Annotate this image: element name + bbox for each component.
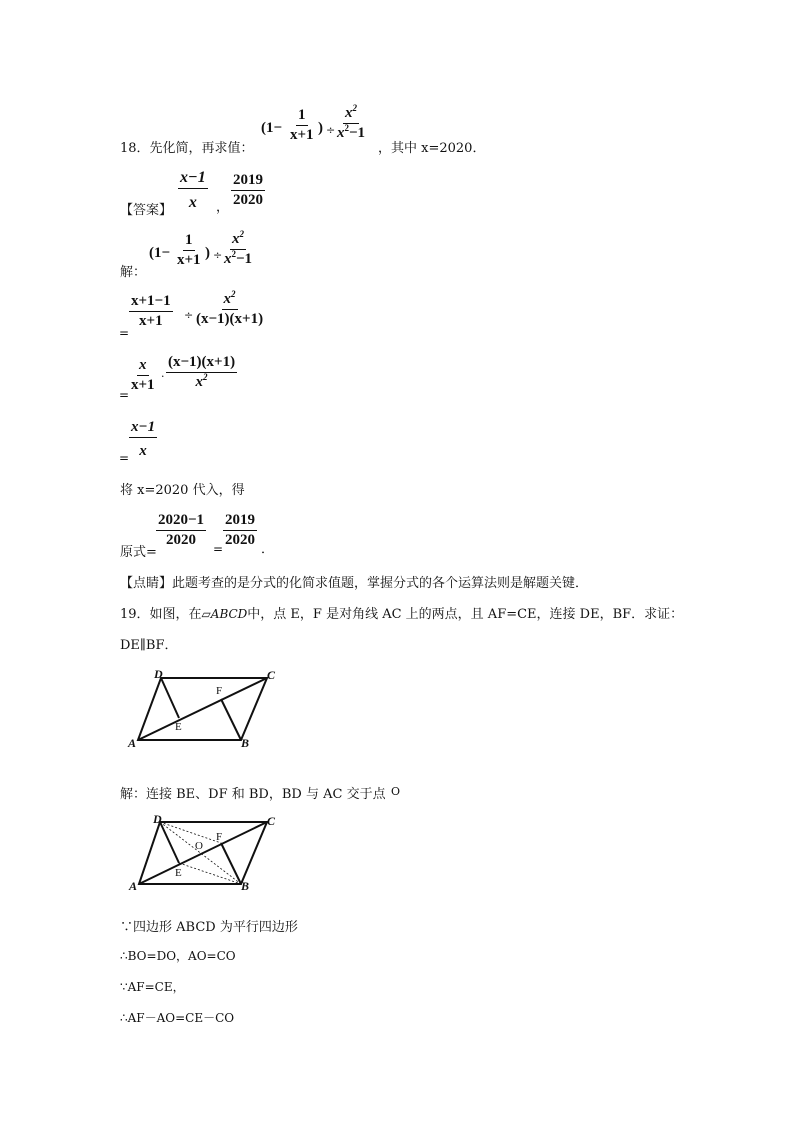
q18-close: ) <box>318 120 323 136</box>
line3-frac-1: $\frac{x}{x+1}$ <box>131 357 155 393</box>
fig2-label-d: D <box>153 812 162 826</box>
eq-sign-2: = <box>119 326 130 340</box>
line2-frac-1: $\frac{x+1-1}{x+1}$ <box>131 293 171 329</box>
fig1-label-e: E <box>175 721 182 733</box>
q19-line1: 19．如图，在▱ABCD中，点 E，F 是对角线 AC 上的两点，且 AF=CE，连接 DE，BF．求证： <box>120 607 684 622</box>
answer-comma: ， <box>216 200 230 215</box>
solution-expression: (1− $\frac{1}{x+1}$ ) ÷ $\frac{x^2}{x^2-1}$ <box>149 229 253 268</box>
result-frac-1: $\frac{2020-1}{2020}$ <box>158 512 205 548</box>
fig1-label-d: D <box>154 667 163 681</box>
solution-jie: 解： <box>120 265 147 280</box>
line2-div: ÷ <box>184 309 194 322</box>
q18-suffix: ，其中 x=2020． <box>378 141 486 156</box>
q18-frac-1: $\frac{1}{x+1}$ <box>290 107 314 143</box>
q19-line2: DE∥BF． <box>120 638 178 653</box>
orig-label: 原式= <box>120 545 157 560</box>
fig2-label-o: O <box>195 840 203 852</box>
fig2-label-f: F <box>216 831 223 843</box>
eq-sign-5: = <box>213 542 224 556</box>
q18-expression <box>261 103 385 156</box>
fig2-label-e: E <box>175 867 182 879</box>
q18-open: (1− <box>261 120 283 136</box>
q18-frac-2: $\frac{x^2}{x^2-1}$ <box>337 103 366 141</box>
eq-sign-3: = <box>119 388 130 402</box>
fig1-label-f: F <box>216 685 223 697</box>
dianjing: 【点睛】此题考查的是分式的化简求值题，掌握分式的各个运算法则是解题关键． <box>120 576 589 591</box>
fig1-label-b: B <box>241 736 250 750</box>
sol19-o: O <box>391 785 401 798</box>
proof-line-4: ∴AF－AO=CE－CO <box>120 1011 235 1025</box>
result-frac-2: $\frac{2019}{2020}$ <box>225 512 255 548</box>
parallelogram-figure-1 <box>124 664 284 754</box>
sol19-intro: 解：连接 BE、DF 和 BD，BD 与 AC 交于点 <box>120 787 386 802</box>
proof-line-1: ∵四边形 ABCD 为平行四边形 <box>120 920 298 935</box>
answer-frac-1: $\frac{x-1}{x}$ <box>180 169 206 211</box>
line2-frac-2: $\frac{x^2}{(x-1)(x+1)}$ <box>196 289 264 327</box>
eq-sign-4: = <box>119 451 130 465</box>
proof-line-3: ∵AF=CE， <box>120 980 185 994</box>
fig2-label-c: C <box>267 814 276 828</box>
answer-frac-2: $\frac{2019}{2020}$ <box>233 172 263 208</box>
fig2-label-b: B <box>241 879 250 893</box>
parallelogram-figure-2 <box>124 812 284 894</box>
fig1-label-c: C <box>267 668 276 682</box>
line3-dot: · <box>161 370 165 383</box>
q18-div: ÷ <box>326 124 336 137</box>
q18-prefix: 18．先化简，再求值： <box>120 141 254 156</box>
answer-label: 【答案】 <box>120 203 173 218</box>
fig2-label-a: A <box>129 879 138 893</box>
proof-line-2: ∴BO=DO，AO=CO <box>120 949 236 963</box>
line3-frac-2: $\frac{(x-1)(x+1)}{x^2}$ <box>168 354 236 390</box>
substitute-line: 将 x=2020 代入，得 <box>120 483 245 498</box>
fig1-label-a: A <box>128 736 137 750</box>
result-period: ． <box>261 542 275 557</box>
line4-frac: $\frac{x-1}{x}$ <box>131 419 156 459</box>
